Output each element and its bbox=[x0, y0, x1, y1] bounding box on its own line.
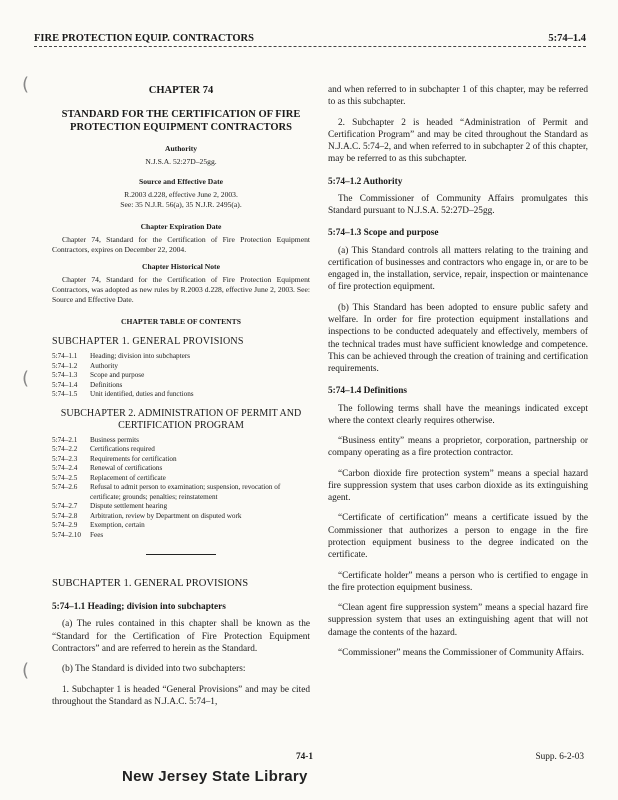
paragraph: (b) This Standard has been adopted to ensure public safety and welfare. In order for fire protection equipment installations and inspections to be conducted adequately and effectively, members of the technical trades must have sufficient knowledge and competence. This can be achieved through the creation of training and certification requirements. bbox=[328, 302, 588, 375]
paragraph: 1. Subchapter 1 is headed “General Provisions” and may be cited throughout the Standard as N.J.A.C. 5:74–1, bbox=[52, 684, 310, 707]
definition: “Clean agent fire suppression system” means a special hazard fire suppression system that uses an extinguishing agent that will not damage the contents of the hazard. bbox=[328, 603, 588, 638]
paragraph: (b) The Standard is divided into two subchapters: bbox=[62, 664, 246, 675]
toc-entry-title: Authority bbox=[90, 361, 118, 370]
paragraph: (a) This Standard controls all matters relating to the training and certification of businesses and contractors who engage in, or are to be engaged in, the installation, service, repair, inspection or maintenance of fire protection equipment. bbox=[328, 245, 588, 293]
paragraph: The Commissioner of Community Affairs promulgates this Standard pursuant to N.J.S.A. 52:27D–25gg. bbox=[328, 193, 588, 217]
paragraph: 2. Subchapter 2 is headed “Administration of Permit and Certification Program” and may be cited throughout the Standard as N.J.A.C. 5:74–2, and when referred to in subchapter 2 of this chapter, may be referred to as this subchapter. bbox=[328, 117, 588, 165]
toc-entry-number: 5:74–2.6 bbox=[52, 483, 78, 492]
supplement-date: Supp. 6-2-03 bbox=[535, 752, 584, 762]
toc-entry bbox=[52, 502, 310, 512]
authority-heading: Authority bbox=[164, 144, 198, 154]
toc-entry bbox=[52, 512, 310, 522]
punch-hole-mark: ( bbox=[22, 368, 30, 389]
toc-entry-number: 5:74–2.4 bbox=[52, 464, 78, 473]
toc-heading: CHAPTER TABLE OF CONTENTS bbox=[121, 317, 241, 327]
toc-entry-number: 5:74–2.10 bbox=[52, 530, 81, 539]
toc-entry-number: 5:74–1.3 bbox=[52, 371, 78, 380]
chapter-title: STANDARD FOR THE CERTIFICATION OF FIRE PROTECTION EQUIPMENT CONTRACTORS bbox=[61, 108, 301, 133]
toc-subchapter-2: SUBCHAPTER 2. ADMINISTRATION OF PERMIT AND CERTIFICATION PROGRAM bbox=[60, 407, 302, 431]
header-title: FIRE PROTECTION EQUIP. CONTRACTORS bbox=[34, 33, 254, 44]
toc-entry-number: 5:74–2.9 bbox=[52, 521, 78, 530]
toc-list-2 bbox=[52, 436, 310, 541]
authority-text: N.J.S.A. 52:27D–25gg. bbox=[145, 157, 217, 167]
definition: “Certificate of certification” means a certificate issued by the Commissioner that authorizes a person to engage in the fire protection equipment business to the degree indicated on the certificate. bbox=[328, 513, 588, 561]
toc-entry bbox=[52, 436, 310, 446]
source-line: R.2003 d.228, effective June 2, 2003. bbox=[124, 190, 238, 199]
toc-entry-number: 5:74–2.8 bbox=[52, 511, 78, 520]
toc-entry-number: 5:74–2.5 bbox=[52, 473, 78, 482]
definition: “Commissioner” means the Commissioner of Community Affairs. bbox=[338, 647, 584, 658]
running-header bbox=[34, 30, 586, 47]
toc-entry-title: Requirements for certification bbox=[90, 454, 177, 463]
toc-subchapter-1: SUBCHAPTER 1. GENERAL PROVISIONS bbox=[52, 336, 244, 348]
toc-entry-title: Refusal to admit person to examination; suspension, revocation of certificate; grounds; penalties; reinstatement bbox=[90, 483, 281, 501]
toc-entry-title: Arbitration, review by Department on disputed work bbox=[90, 511, 242, 520]
history-text: Chapter 74, Standard for the Certification of Fire Protection Equipment Contractors, was adopted as new rules by R.2003 d.228, effective June 2, 2003. See: Source and Effective Date. bbox=[52, 275, 310, 305]
expiration-text: Chapter 74, Standard for the Certification of Fire Protection Equipment Contractors, expires on December 22, 2004. bbox=[52, 234, 310, 254]
definition: “Certificate holder” means a person who is certified to engage in the fire protection equipment business. bbox=[328, 570, 588, 593]
paragraph: (a) The rules contained in this chapter shall be known as the “Standard for the Certification of Fire Protection Equipment Contractors” and are referred to herein as the Standard. bbox=[52, 619, 310, 655]
toc-entry-number: 5:74–2.7 bbox=[52, 502, 78, 511]
toc-entry bbox=[52, 381, 310, 391]
toc-entry bbox=[52, 521, 310, 531]
toc-entry bbox=[52, 390, 310, 400]
toc-entry bbox=[52, 371, 310, 381]
toc-entry bbox=[52, 455, 310, 465]
toc-entry-title: Dispute settlement hearing bbox=[90, 502, 168, 511]
section-heading: 5:74–1.1 Heading; division into subchapters bbox=[52, 602, 226, 613]
section-heading: 5:74–1.2 Authority bbox=[328, 176, 403, 187]
toc-entry bbox=[52, 531, 310, 541]
expiration-heading: Chapter Expiration Date bbox=[140, 221, 222, 231]
toc-entry-number: 5:74–1.4 bbox=[52, 380, 78, 389]
toc-entry-number: 5:74–1.2 bbox=[52, 361, 78, 370]
toc-entry-title: Renewal of certifications bbox=[90, 464, 163, 473]
toc-entry-number: 5:74–2.1 bbox=[52, 435, 78, 444]
toc-entry-number: 5:74–1.1 bbox=[52, 352, 78, 361]
toc-list-1 bbox=[52, 352, 310, 400]
toc-entry-title: Heading; division into subchapters bbox=[90, 352, 191, 361]
toc-entry-title: Scope and purpose bbox=[90, 371, 145, 380]
paragraph: The following terms shall have the meanings indicated except where the context clearly requires otherwise. bbox=[328, 403, 588, 426]
library-stamp: New Jersey State Library bbox=[122, 768, 308, 785]
punch-hole-mark: ( bbox=[22, 660, 30, 681]
chapter-number: CHAPTER 74 bbox=[148, 85, 214, 96]
toc-entry bbox=[52, 464, 310, 474]
left-column bbox=[52, 84, 310, 716]
toc-entry bbox=[52, 483, 310, 502]
toc-entry-title: Business permits bbox=[90, 435, 139, 444]
toc-entry-number: 5:74–2.3 bbox=[52, 454, 78, 463]
definition: “Carbon dioxide fire protection system” means a special hazard fire suppression system that uses carbon dioxide as its extinguishing agent. bbox=[328, 468, 588, 504]
punch-hole-mark: ( bbox=[22, 74, 30, 95]
toc-entry-number: 5:74–2.2 bbox=[52, 445, 78, 454]
section-heading: 5:74–1.3 Scope and purpose bbox=[328, 228, 439, 239]
source-line: See: 35 N.J.R. 56(a), 35 N.J.R. 2495(a). bbox=[120, 199, 242, 209]
toc-entry-title: Fees bbox=[90, 530, 104, 539]
right-column bbox=[328, 84, 588, 667]
paragraph: and when referred to in subchapter 1 of this chapter, may be referred to as this subchapter. bbox=[328, 85, 588, 108]
section-divider bbox=[146, 554, 216, 555]
toc-entry-title: Certifications required bbox=[90, 445, 155, 454]
header-section: 5:74–1.4 bbox=[548, 33, 586, 44]
toc-entry-title: Unit identified, duties and functions bbox=[90, 390, 194, 399]
source-heading: Source and Effective Date bbox=[138, 176, 223, 186]
toc-entry-number: 5:74–1.5 bbox=[52, 390, 78, 399]
toc-entry-title: Exemption, certain bbox=[90, 521, 145, 530]
toc-entry bbox=[52, 362, 310, 372]
toc-entry bbox=[52, 352, 310, 362]
section-heading: 5:74–1.4 Definitions bbox=[328, 386, 408, 397]
toc-entry-title: Definitions bbox=[90, 380, 123, 389]
page-number: 74-1 bbox=[296, 752, 314, 762]
history-heading: Chapter Historical Note bbox=[142, 262, 220, 272]
toc-entry bbox=[52, 445, 310, 455]
body-subchapter-heading: SUBCHAPTER 1. GENERAL PROVISIONS bbox=[52, 578, 249, 590]
toc-entry-title: Replacement of certificate bbox=[90, 473, 166, 482]
toc-entry bbox=[52, 474, 310, 484]
definition: “Business entity” means a proprietor, corporation, partnership or company operating as a fire protection contractor. bbox=[328, 436, 588, 459]
